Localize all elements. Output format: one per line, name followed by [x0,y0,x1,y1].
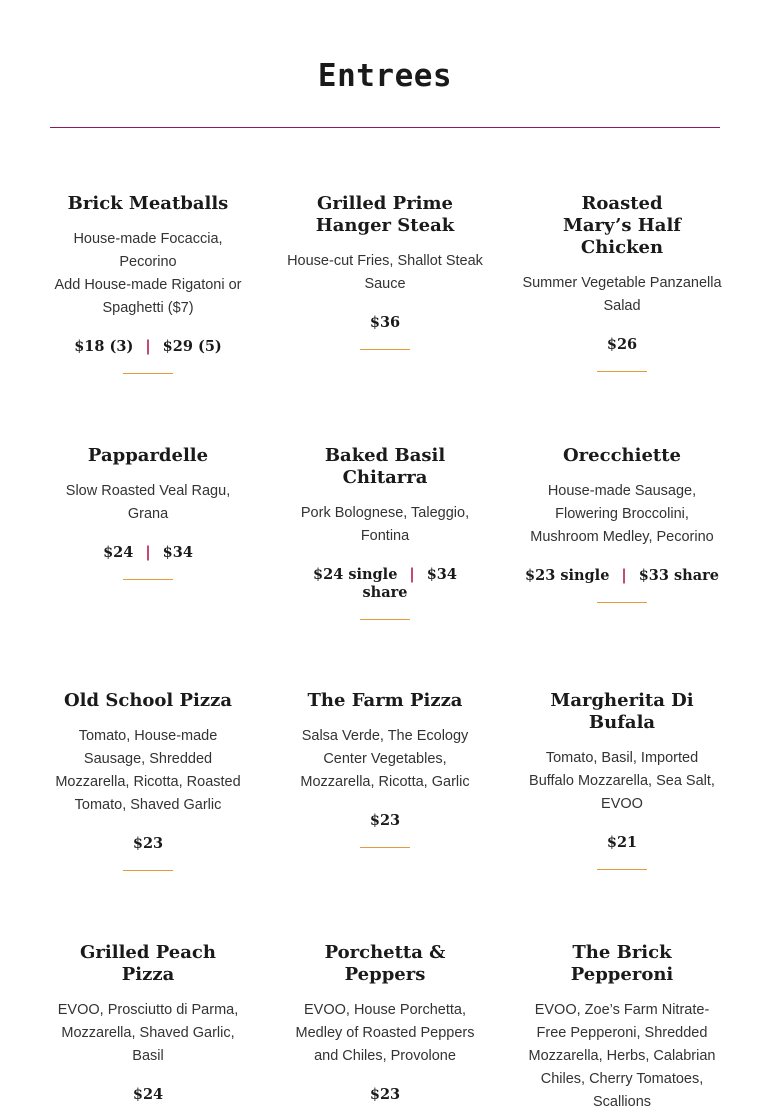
item-description: Tomato, Basil, Imported Buffalo Mozzarella, Sea Salt, EVOO [529,750,715,812]
menu-item [285,193,485,350]
item-description-line: House-made Focaccia, Pecorino [73,231,223,270]
price-separator: | [621,567,627,584]
page-title: Entrees [317,58,453,94]
price-separator: | [145,544,151,561]
item-description-line: Add House-made Rigatoni or Spaghetti ($7) [54,277,242,316]
item-description: EVOO, House Porchetta, Medley of Roasted Peppers and Chiles, Provolone [295,1002,475,1064]
menu-item [48,690,248,871]
item-price [285,314,485,332]
title-divider [50,127,720,128]
price: $23 [132,835,164,852]
item-description: Tomato, House-made Sausage, Shredded Mozzarella, Ricotta, Roasted Tomato, Shaved Garlic [55,728,241,813]
item-price [522,336,722,354]
price-single: $24 single [313,566,398,583]
item-price [522,834,722,852]
item-divider [360,847,410,848]
item-description: House-cut Fries, Shallot Steak Sauce [287,253,483,292]
menu-item [48,193,248,374]
price-large: $29 (5) [162,338,222,355]
item-name: Brick Meatballs [67,193,229,214]
item-divider [123,373,173,374]
price-single: $23 single [525,567,610,584]
item-divider [360,349,410,350]
item-price [48,1086,248,1104]
item-price [512,567,732,585]
price: $26 [606,336,638,353]
item-description: EVOO, Zoe’s Farm Nitrate-Free Pepperoni, Shredded Mozzarella, Herbs, Calabrian Chiles, Cherry Tomatoes, Scallions [528,1002,716,1110]
price-share: $33 share [638,567,719,584]
item-description: House-made Sausage, Flowering Broccolini, Mushroom Medley, Pecorino [530,483,714,545]
item-price [285,1086,485,1104]
item-price [48,338,248,356]
item-divider [123,579,173,580]
item-name: Pappardelle [87,445,209,466]
item-name: Old School Pizza [63,690,232,711]
price-separator: | [145,338,151,355]
item-description: Pork Bolognese, Taleggio, Fontina [300,505,470,544]
menu-item [522,690,722,870]
price: $21 [606,834,638,851]
item-description [48,228,248,320]
price-single: $24 [103,544,134,561]
item-name: Orecchiette [563,445,681,466]
item-description: EVOO, Prosciutto di Parma, Mozzarella, Shaved Garlic, Basil [57,1002,239,1064]
menu-item [522,193,722,372]
item-name: Baked Basil Chitarra [324,445,446,488]
price-share: $34 [162,544,193,561]
item-name: Grilled Prime Hanger Steak [315,193,455,236]
item-name: The Brick Pepperoni [570,942,674,985]
menu-item [285,942,485,1104]
item-description: Summer Vegetable Panzanella Salad [522,275,722,314]
item-name: Margherita Di Bufala [550,690,694,733]
price: $24 [132,1086,164,1103]
menu-item [48,445,248,580]
item-description: Slow Roasted Veal Ragu, Grana [65,483,231,522]
price-share: $34 share [362,566,457,601]
item-description: Salsa Verde, The Ecology Center Vegetables, Mozzarella, Ricotta, Garlic [300,728,470,790]
menu-item [48,942,248,1104]
item-name: Roasted Mary’s Half Chicken [562,193,682,258]
item-divider [597,869,647,870]
item-price [48,835,248,853]
item-divider [597,602,647,603]
item-price [48,544,248,562]
menu-item [522,942,722,1114]
item-name: Grilled Peach Pizza [80,942,216,985]
item-price [285,566,485,602]
menu-item [285,690,485,848]
item-name: Porchetta & Peppers [324,942,446,985]
item-divider [597,371,647,372]
item-name: The Farm Pizza [307,690,463,711]
menu-item [522,445,722,603]
price: $36 [369,314,401,331]
item-divider [360,619,410,620]
price: $23 [369,1086,401,1103]
price: $23 [369,812,401,829]
price-separator: | [409,566,415,583]
menu-item [285,445,485,620]
price-small: $18 (3) [74,338,134,355]
item-price [285,812,485,830]
item-divider [123,870,173,871]
